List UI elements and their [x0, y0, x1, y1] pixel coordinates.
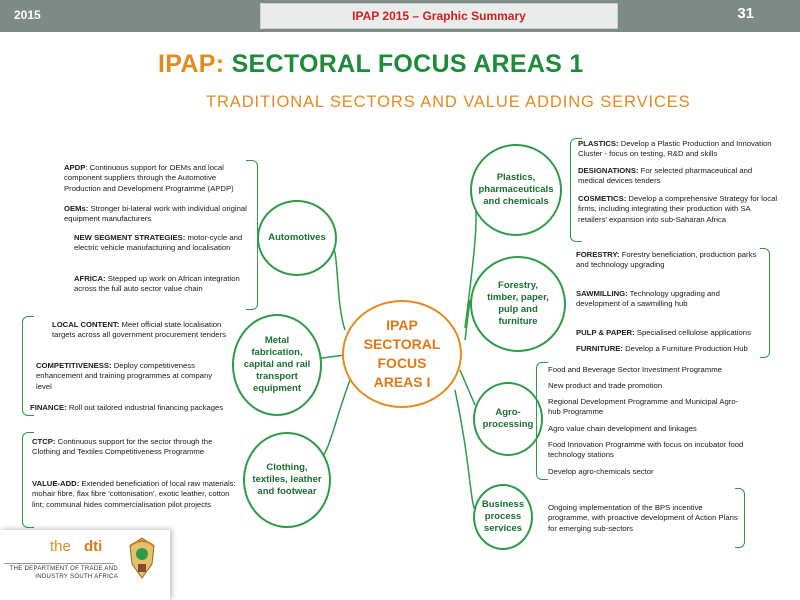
- logo-subtitle: THE DEPARTMENT OF TRADE AND INDUSTRY SOUTH AFRICA: [9, 566, 118, 580]
- page-number: 31: [737, 5, 754, 22]
- automotives-label: Automotives: [268, 232, 326, 243]
- agro-item: Agro value chain development and linkages: [548, 424, 697, 433]
- plastics-circle: [470, 144, 562, 236]
- conn-clothing: [320, 380, 350, 460]
- bps-circle: [473, 484, 533, 550]
- page-subtitle: TRADITIONAL SECTORS AND VALUE ADDING SERVICES: [206, 93, 691, 111]
- center-label: IPAP SECTORAL FOCUS AREAS I: [363, 317, 441, 390]
- coat-of-arms-icon: [124, 536, 160, 582]
- forestry-item: PULP & PAPER: Specialised cellulose applications: [576, 328, 751, 337]
- clothing-item: VALUE-ADD: Extended beneficiation of local raw materials: mohair fibre, flax fibre ‘cottonisation’, exotic leather, cotton lint; communal hides commercialisation pilot projects: [32, 479, 236, 509]
- bps-item: Ongoing implementation of the BPS incentive programme, with proactive development of Action Plans for emerging sub-sectors: [548, 503, 738, 533]
- automotives-item: AFRICA: Stepped up work on African integration across the full auto sector value chain: [74, 274, 240, 294]
- forestry-bracket: [760, 248, 770, 358]
- plastics-item: PLASTICS: Develop a Plastic Production and Innovation Cluster - focus on testing, R&D and skills: [578, 139, 772, 159]
- title-prefix: IPAP:: [158, 50, 225, 78]
- agro-label: Agro- processing: [482, 407, 534, 430]
- metal-circle: [232, 314, 322, 416]
- logo-dti: dti: [84, 538, 103, 555]
- automotives-item: NEW SEGMENT STRATEGIES: motor-cycle and electric vehicle manufacturing and localisation: [74, 233, 243, 253]
- forestry-label: Forestry, timber, paper, pulp and furniture: [487, 280, 549, 327]
- automotives-item: APDP: Continuous support for OEMs and local component suppliers through the Automotive Production and Development Programme (APDP): [64, 163, 234, 193]
- plastics-item: DESIGNATIONS: For selected pharmaceutical and medical devices tenders: [578, 166, 753, 186]
- conn-bps: [455, 390, 475, 510]
- title-main: SECTORAL FOCUS AREAS 1: [231, 50, 584, 78]
- metal-item: FINANCE: Roll out tailored industrial financing packages: [30, 403, 224, 412]
- metal-item: LOCAL CONTENT: Meet official state localisation targets across all government procurement tenders: [52, 320, 226, 340]
- agro-circle: [473, 382, 543, 456]
- agro-bracket: [536, 362, 548, 480]
- plastics-label: Plastics, pharmaceuticals and chemicals: [478, 172, 554, 207]
- clothing-label: Clothing, textiles, leather and footwear: [252, 462, 322, 497]
- bps-label: Business process services: [481, 499, 525, 534]
- agro-item: Food and Beverage Sector Investment Programme: [548, 365, 722, 374]
- logo-divider: [4, 563, 114, 564]
- header-title: IPAP 2015 – Graphic Summary: [260, 3, 618, 29]
- forestry-item: SAWMILLING: Technology upgrading and development of a sawmilling hub: [576, 289, 720, 309]
- metal-item: COMPETITIVENESS: Deploy competitiveness enhancement and training programmes at company level: [36, 361, 213, 391]
- forestry-item: FORESTRY: Forestry beneficiation, production parks and technology upgrading: [576, 250, 757, 270]
- plastics-item: COSMETICS: Develop a comprehensive Strategy for local firms, including integrating their production with SA retailers' expansion into sub-Saharan Africa: [578, 194, 778, 224]
- conn-agro: [460, 370, 475, 405]
- agro-item: Develop agro-chemicals sector: [548, 467, 654, 476]
- agro-item: Regional Development Programme and Municipal Agro-hub Programme: [548, 397, 739, 417]
- clothing-circle: [243, 432, 331, 528]
- metal-bracket: [22, 316, 34, 416]
- forestry-item: FURNITURE: Develop a Furniture Production Hub: [576, 344, 748, 353]
- agro-item: Food Innovation Programme with focus on incubator food technology stations: [548, 440, 744, 460]
- agro-item: New product and trade promotion: [548, 381, 663, 390]
- forestry-circle: [470, 256, 566, 352]
- clothing-item: CTCP: Continuous support for the sector through the Clothing and Textiles Competitiveness Programme: [32, 437, 213, 457]
- dti-logo: [0, 530, 170, 600]
- automotives-item: OEMs: Stronger bi-lateral work with individual original equipment manufacturers: [64, 204, 247, 224]
- logo-the: the: [50, 538, 71, 555]
- automotives-circle: [257, 200, 337, 276]
- center-circle: [342, 300, 462, 408]
- year-label: 2015: [14, 8, 41, 22]
- metal-label: Metal fabrication, capital and rail transport equipment: [243, 335, 311, 394]
